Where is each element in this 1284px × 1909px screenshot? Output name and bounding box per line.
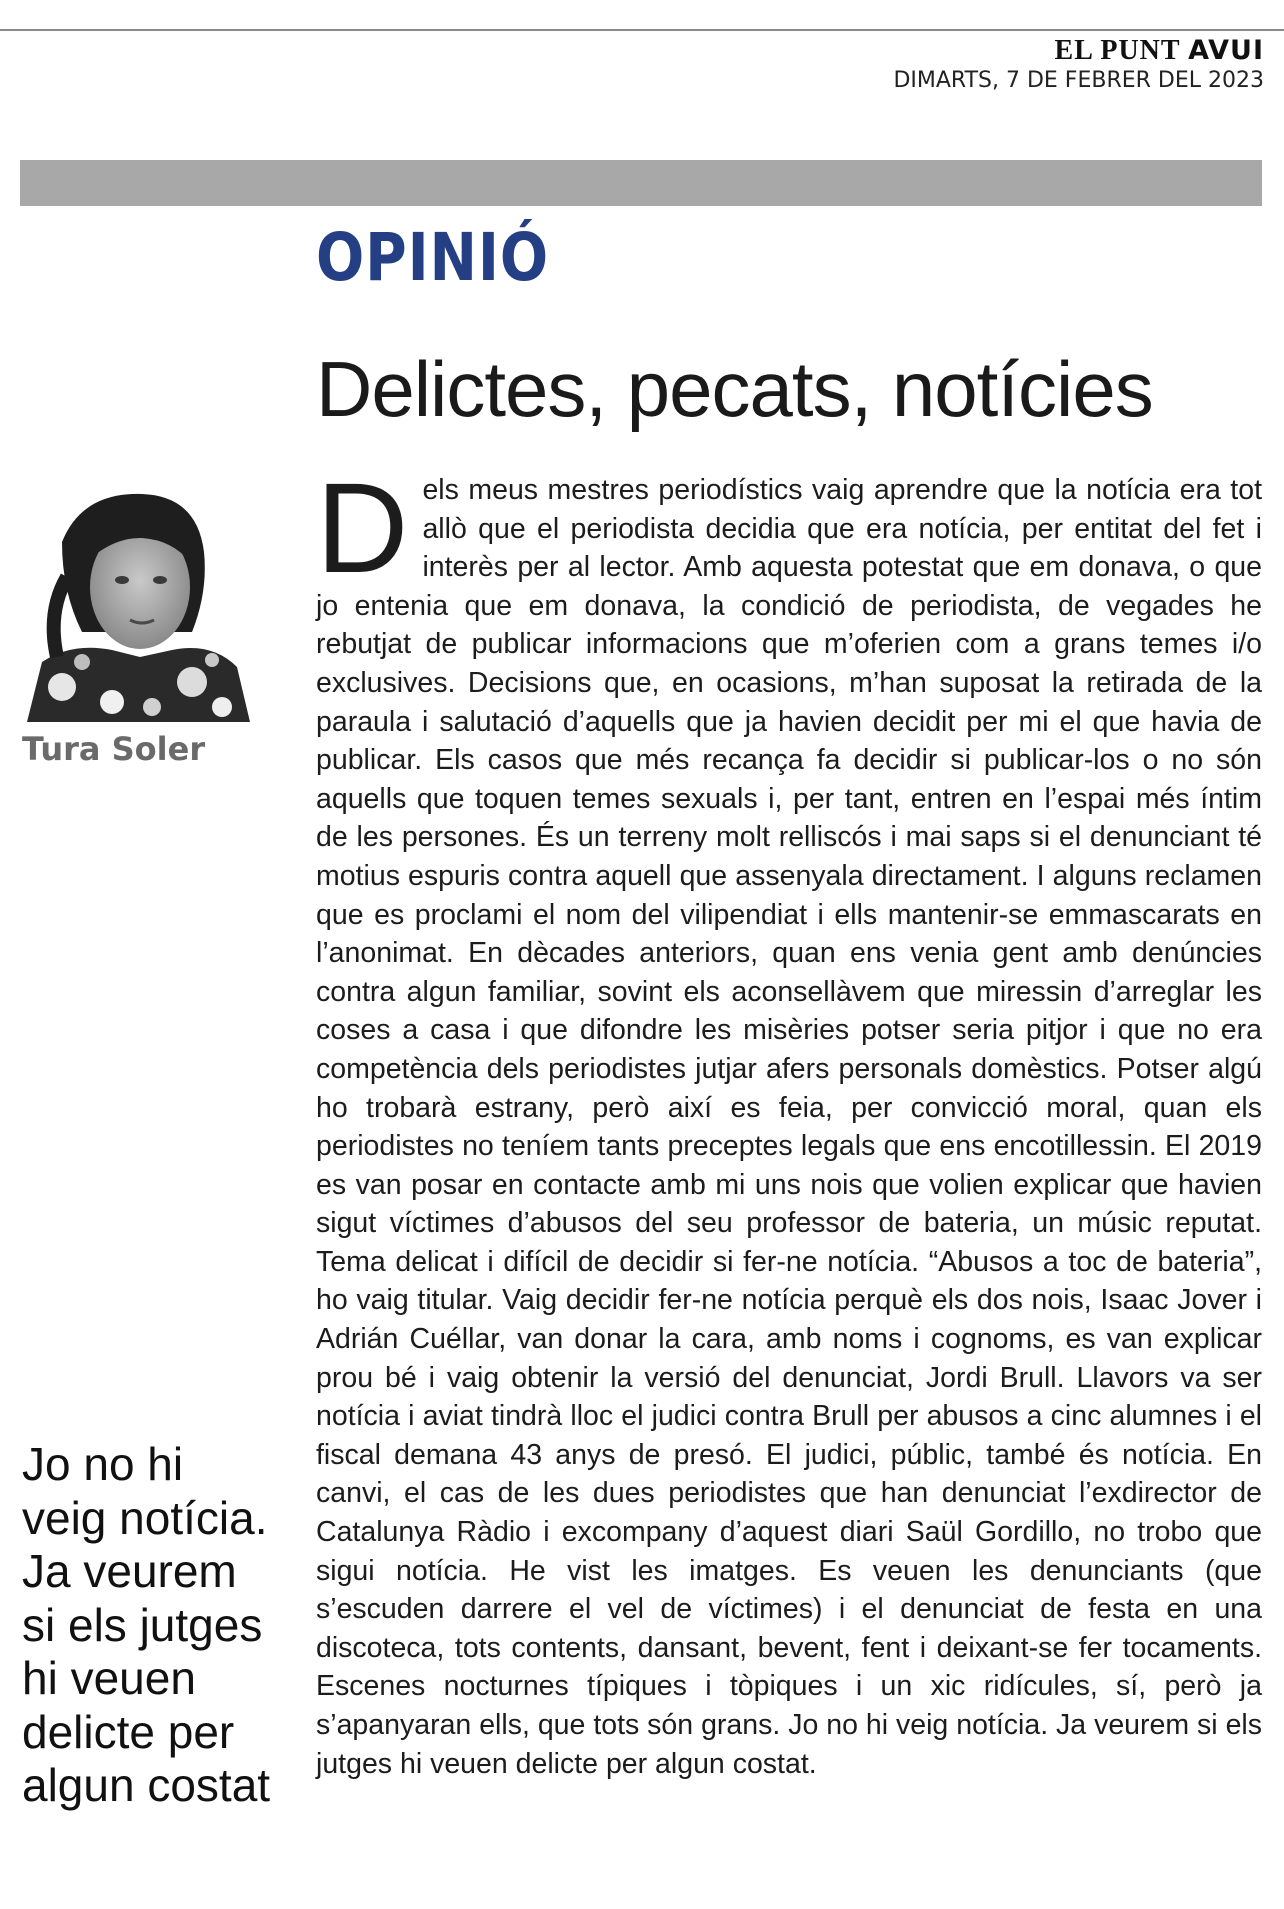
section-title: OPINIÓ <box>316 219 550 296</box>
pull-quote: Jo no hi veig notícia. Ja veurem si els jutges hi veuen delicte per algun costat <box>22 1438 271 1811</box>
brand-avui: AVUI <box>1188 35 1264 66</box>
author-name: Tura Soler <box>22 730 206 768</box>
brand-main: EL PUNT <box>1054 35 1189 66</box>
top-rule <box>0 29 1284 31</box>
author-photo <box>22 482 252 722</box>
dateline: DIMARTS, 7 DE FEBRER DEL 2023 <box>893 68 1264 93</box>
article-body-text: els meus mestres periodístics vaig aprendre que la notícia era tot allò que el periodista decidia que era notícia, per entitat del fet i interès per al lector. Amb aquesta potestat que em donava, o que jo entenia que em donava, la condició de periodista, de vegades he rebutjat de publicar informacions que m’oferien com a grans temes i/o exclusives. Decisions que, en ocasions, m’han suposat la retirada de la paraula i salutació d’aquells que ja havien decidit per mi el que havia de publicar. Els casos que més recança fa decidir si publicar-los o no són aquells que toquen temes sexuals i, per tant, entren en l’espai més íntim de les persones. És un terreny molt relliscós i mai saps si el denunciant té motius espuris contra aquell que assenyala directament. I alguns reclamen que es proclami el nom del vilipendiat i ells mantenir-se emmascarats en l’anonimat. En dècades anteriors, quan ens venia gent amb denúncies contra algun familiar, sovint els aconsellàvem que miressin d’arreglar les coses a casa i que difondre les misèries potser seria pitjor i que no era competència dels periodistes jutjar afers personals domèstics. Potser algú ho trobarà estrany, però així es feia, per convicció moral, quan els periodistes no teníem tants preceptes legals que ens encotillessin. El 2019 es van posar en contacte amb mi uns nois que volien explicar que havien sigut víctimes d’abusos del seu professor de bateria, un músic reputat. Tema delicat i difícil de decidir si fer-ne notícia. “Abusos a toc de bateria”, ho vaig titular. Vaig decidir fer-ne notícia perquè els dos nois, Isaac Jover i Adrián Cuéllar, van donar la cara, amb noms i cognoms, es van explicar prou bé i vaig obtenir la versió del denunciat, Jordi Brull. Llavors va ser notícia i aviat tindrà lloc el judici contra Brull per abusos a cinc alumnes i el fiscal demana 43 anys de presó. El judici, públic, també és notícia. En canvi, el cas de les dues periodistes que han denunciat l’exdirector de Catalunya Ràdio i excompany d’aquest diari Saül Gordillo, no trobo que sigui notícia. He vist les imatges. Es veuen les denunciants (que s’escuden darrere el vel de víctimes) i el denunciat de festa en una discoteca, tots contents, dansant, bevent, fent i deixant-se fer tocaments. Escenes nocturnes típiques i tòpiques i un xic ridícules, sí, però ja s’apanyaran ells, que tots són grans. Jo no hi veig notícia. Ja veurem si els jutges hi veuen delicte per algun costat. <box>316 474 1262 1780</box>
masthead <box>893 36 1264 96</box>
section-bar <box>20 160 1262 206</box>
drop-cap: D <box>316 457 409 600</box>
newspaper-logo <box>893 36 1264 66</box>
author-portrait-icon <box>22 482 252 722</box>
article-body <box>316 457 1262 1783</box>
article-headline: Delictes, pecats, notícies <box>316 345 1153 433</box>
